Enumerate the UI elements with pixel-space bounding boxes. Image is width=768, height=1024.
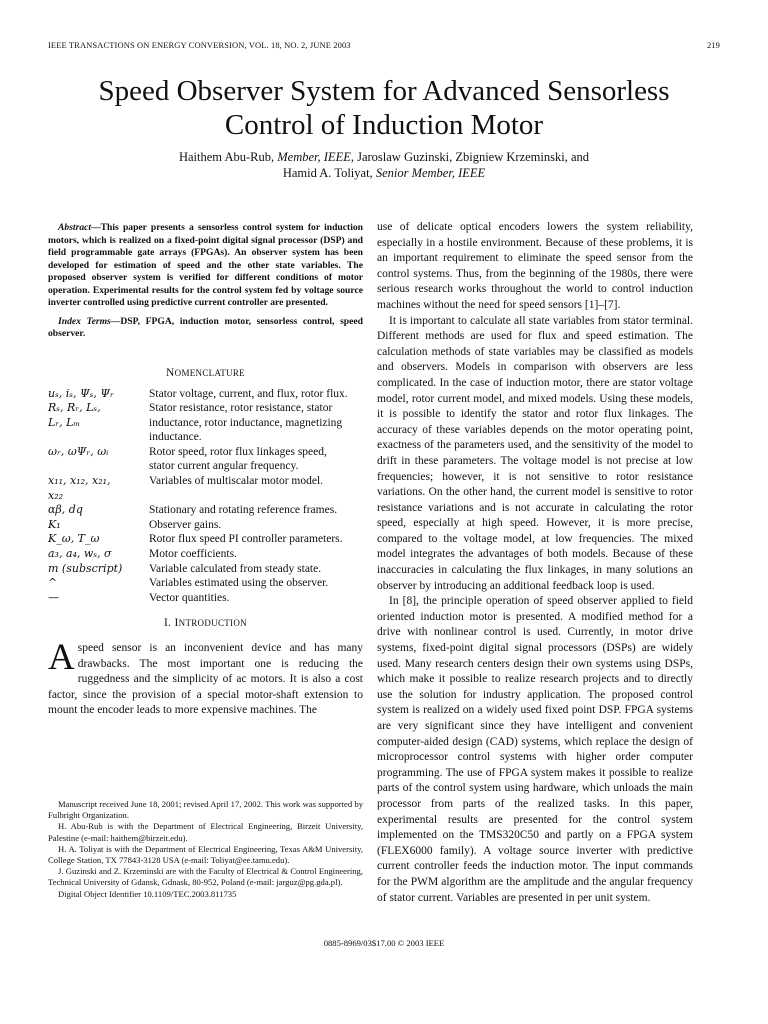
nomenclature-heading: NOMENCLATURE <box>166 366 245 379</box>
nomenclature-row <box>48 430 363 445</box>
paper-title <box>48 74 720 142</box>
nomenclature-definition: Variables of multiscalar motor model. <box>149 475 324 488</box>
nomenclature-definition: Variables estimated using the observer. <box>149 577 329 590</box>
nomenclature-symbol: Lᵣ, Lₘ <box>48 415 81 429</box>
author-line-1 <box>48 149 720 165</box>
nomenclature-symbol: uₛ, iₛ, Ψₛ, Ψᵣ <box>48 386 114 400</box>
nomenclature-row <box>48 547 363 562</box>
nomenclature-row <box>48 489 363 504</box>
nomenclature-definition: stator current angular frequency. <box>149 460 299 473</box>
nomenclature-definition: Observer gains. <box>149 518 222 531</box>
nomenclature-list <box>48 387 363 606</box>
introduction-text: speed sensor is an inconvenient device and has many drawbacks. The most important one is reducing the ruggedness and the simplicity of ac motors. It is also a cost factor, since the provision of a special motor-shaft extension to mount the encoder leads to more expensive machines. The <box>48 642 363 717</box>
nomenclature-row <box>48 503 363 518</box>
nomenclature-symbol: m (subscript) <box>48 561 123 575</box>
nomenclature-definition: Stationary and rotating reference frames. <box>149 504 338 517</box>
introduction-paragraph <box>48 637 363 719</box>
nomenclature-definition: Motor coefficients. <box>149 548 237 561</box>
author-2-3: , Jaroslaw Guzinski, Zbigniew Krzeminski, and <box>350 150 589 164</box>
page-number: 219 <box>706 40 720 50</box>
nomenclature-row <box>48 532 363 547</box>
footnote: J. Guzinski and Z. Krzeminski are with the Faculty of Electrical & Control Engineering, Technical University of Gdansk, Gdnask, 80-952, Poland (e-mail: jarguz@pg.gda.pl). <box>48 866 363 888</box>
footnotes <box>48 799 363 900</box>
nomenclature-definition: inductance. <box>149 431 202 444</box>
nomenclature-symbol: K₁ <box>48 517 61 531</box>
left-column <box>48 222 363 719</box>
journal-citation: IEEE TRANSACTIONS ON ENERGY CONVERSION, VOL. 18, NO. 2, JUNE 2003 <box>48 40 351 50</box>
nomenclature-definition: Stator voltage, current, and flux, rotor flux. <box>149 387 348 400</box>
nomenclature-symbol: x₁₁, x₁₂, x₂₁, <box>48 474 111 488</box>
drop-cap: A <box>48 637 75 679</box>
nomenclature-symbol: Rₛ, Rᵣ, Lₛ, <box>48 401 101 415</box>
footnote: Digital Object Identifier 10.1109/TEC.2003.811735 <box>58 888 237 899</box>
introduction-heading: I. INTRODUCTION <box>164 617 247 630</box>
title-line-2: Control of Induction Motor <box>224 109 544 141</box>
abstract <box>48 222 363 310</box>
author-4-role: Senior Member, IEEE <box>375 166 486 180</box>
nomenclature-symbol <box>48 459 149 474</box>
nomenclature-symbol: K_ω, T_ω <box>48 532 100 546</box>
abstract-label: Abstract <box>58 222 92 233</box>
index-terms <box>48 316 363 341</box>
author-1-role: Member, IEEE <box>277 150 351 164</box>
abstract-text: —This paper presents a sensorless control system for induction motors, which is realized on a fixed-point digital signal processor (DSP) and field programmable gate arrays (FPGAs). An observer system has been developed for estimation of speed and the other state variables. The proposed observer system is verified for different conditions of motor operation. Experimental results for the control system fed by voltage source inverter controlled using predictive current controller are presented. <box>48 222 363 308</box>
body-paragraph-3: In [8], the principle operation of speed observer applied to field oriented induction motor is presented. A modified method for a drive with nonlinear control is used. Currently, in motor drive systems, fixed-point digital signal processors (DSPs) are widely used. Many research centers design their own systems using DSPs, which make it possible to realize research projects and to directly use the solution for industry application. The proposed control system is realized on a widely used fixed point DSP. FPGA systems are very significant since they have intelligent and convenient computer-aided design (CAD) systems, which replace the design of microprocessor control systems with higher order computer programming. The use of FPGA system makes it possible to realize parts of the control system using hardware, which unloads the main processor from parts of the realized tasks. In this paper, experimental results are presented for the control system implemented on the TMS320C50 and partly on a FPGA system (FLEX6000 family). A voltage source inverter with predictive current controller feeds the induction motor. The input commands for the PWM algorithm are the amplitude and the angular frequency of stator current. Variables are presented in per unit system. <box>377 595 693 904</box>
author-list <box>48 149 720 181</box>
running-header <box>48 40 720 54</box>
right-column <box>377 220 693 906</box>
nomenclature-row <box>48 445 363 460</box>
nomenclature-symbol: ^ <box>48 576 58 590</box>
nomenclature-row <box>48 387 363 402</box>
index-terms-label: Index Terms <box>58 315 111 327</box>
nomenclature-row <box>48 416 363 431</box>
nomenclature-row <box>48 591 363 606</box>
nomenclature-row <box>48 518 363 533</box>
nomenclature-definition: Rotor flux speed PI controller parameters. <box>149 533 343 546</box>
nomenclature-row <box>48 576 363 591</box>
nomenclature-symbol: x₂₂ <box>48 488 64 502</box>
nomenclature-symbol: a₃, a₄, wₛ, σ <box>48 547 112 561</box>
nomenclature-definition: Rotor speed, rotor flux linkages speed, <box>149 445 327 458</box>
author-4: Hamid A. Toliyat, <box>282 166 376 180</box>
title-line-1: Speed Observer System for Advanced Sensorless <box>98 75 670 107</box>
footnote: H. A. Toliyat is with the Department of Electrical Engineering, Texas A&M University, College Station, TX 77843-3128 USA (e-mail: Toliyat@ee.tamu.edu). <box>48 843 363 866</box>
footnote: Manuscript received June 18, 2001; revised April 17, 2002. This work was supported by Fulbright Organization. <box>48 799 363 821</box>
index-terms-text: —DSP, FPGA, induction motor, sensorless control, speed observer. <box>48 315 363 339</box>
nomenclature-definition <box>149 489 363 504</box>
copyright-footer: 0885-8969/03$17.00 © 2003 IEEE <box>323 938 445 948</box>
nomenclature-row <box>48 401 363 416</box>
body-paragraph-1: use of delicate optical encoders lowers the system reliability, especially in a hostile environment. Because of these problems, it is an important requirement to eliminate the speed sensor from the control systems. Thus, from the beginning of the 1980s, there were serious research works throughout the world to control induction machines without the need for speed sensors [1]–[7]. <box>377 221 693 311</box>
nomenclature-row <box>48 474 363 489</box>
nomenclature-definition: inductance, rotor inductance, magnetizing <box>149 416 343 429</box>
nomenclature-symbol: αβ, dq <box>48 503 83 517</box>
nomenclature-row <box>48 459 363 474</box>
nomenclature-definition: Variable calculated from steady state. <box>149 562 322 575</box>
nomenclature-symbol <box>48 430 149 445</box>
body-paragraph-2: It is important to calculate all state variables from stator terminal. Different methods are used for flux and speed estimation. The calculation methods of state variables may be classified as models and observers. Models in comparison with observers are less complicated. In the case of induction motor, there are stator voltage model, rotor current model, and mixed models. Using these models, it is possible to identify the stator and rotor flux linkages. The accuracy of these variables depends on the motor operating point, exactness of the parameters used, and the sensitivity of the model to drift in these parameters. The voltage model is not precise at low frequencies; however, it is not sensitive to rotor resistance variations. On the other hand, the current model is sensitive to rotor resistance variations and is not accurate in calculating the rotor speed, especially at high speed. However, it is more precise, compared to the voltage model, at low frequencies. The mixed model integrates the advantages of both models. Because of these inaccuracies in calculating the flux linkages, in many solutions an observer by introducing an additional feedback loop is used. <box>377 314 693 592</box>
author-line-2 <box>48 165 720 181</box>
nomenclature-definition: Vector quantities. <box>149 591 230 604</box>
nomenclature-definition: Stator resistance, rotor resistance, stator <box>149 402 333 415</box>
nomenclature-row <box>48 562 363 577</box>
footnote: H. Abu-Rub is with the Department of Electrical Engineering, Birzeit University, Palestine (e-mail: haithem@birzeit.edu). <box>48 821 363 843</box>
nomenclature-symbol: ωᵣ, ωΨᵣ, ωᵢ <box>48 444 109 458</box>
author-1: Haithem Abu-Rub, <box>178 150 278 164</box>
nomenclature-symbol: — <box>48 590 59 604</box>
